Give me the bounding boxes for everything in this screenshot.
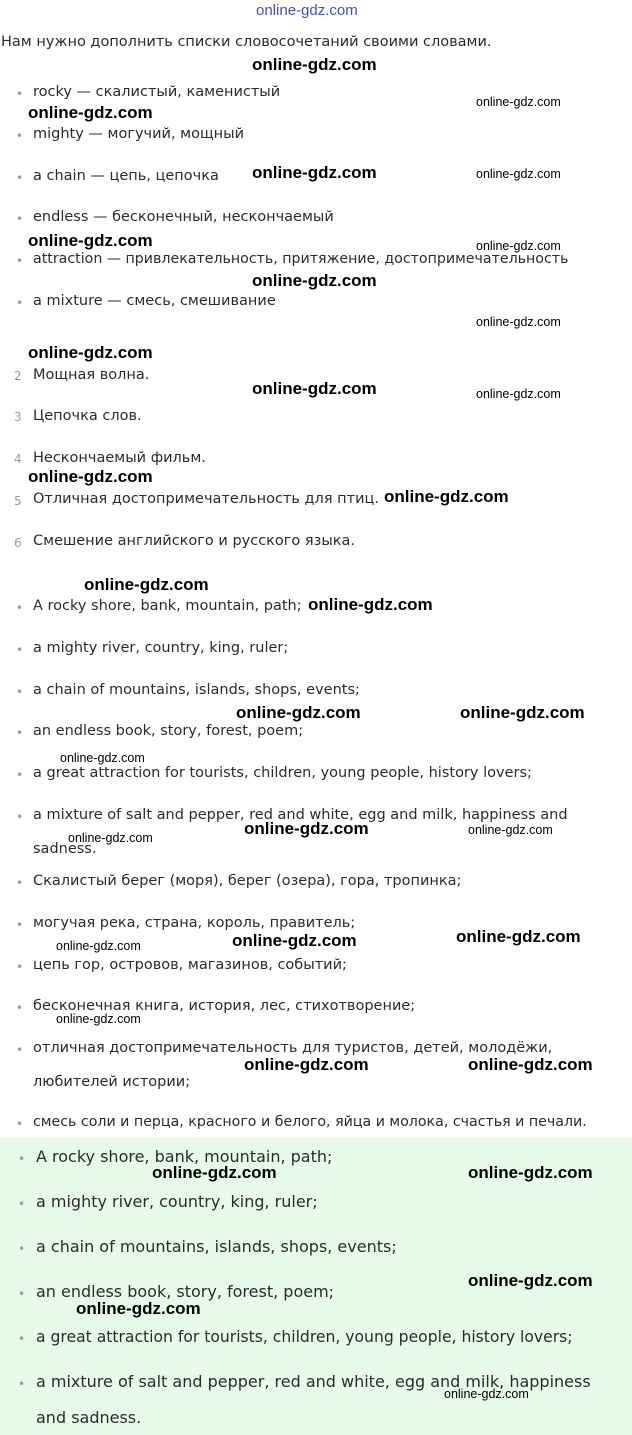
watermark: online-gdz.com — [252, 271, 377, 290]
list-item: a mixture of salt and pepper, red and white, egg and milk, happiness — [36, 1372, 591, 1391]
bullet: • — [16, 726, 24, 740]
list-item-continued: любителей истории; — [33, 1074, 191, 1090]
watermark: online-gdz.com — [28, 467, 153, 486]
item-number: 4 — [14, 452, 22, 466]
item-number: 5 — [14, 494, 22, 508]
list-item: Мощная волна. — [33, 367, 150, 383]
watermark: online-gdz.com — [84, 575, 209, 594]
watermark: online-gdz.com — [460, 703, 585, 722]
watermark: online-gdz.com — [236, 703, 361, 722]
watermark: online-gdz.com — [252, 163, 377, 182]
intro-text: Нам нужно дополнить списки словосочетаний своими словами. — [1, 34, 492, 50]
header-watermark: online-gdz.com — [256, 2, 358, 19]
watermark: online-gdz.com — [384, 487, 509, 506]
bullet: • — [16, 212, 24, 226]
list-item-continued: and sadness. — [36, 1408, 142, 1427]
bullet: • — [16, 1001, 24, 1015]
watermark: online-gdz.com — [252, 379, 377, 398]
bullet: • — [16, 129, 24, 143]
list-item: A rocky shore, bank, mountain, path; — [33, 598, 302, 614]
list-item: Цепочка слов. — [33, 408, 142, 424]
watermark: online-gdz.com — [152, 1163, 277, 1182]
bullet: • — [16, 876, 24, 890]
list-item: a mixture — смесь, смешивание — [33, 293, 276, 309]
bullet: • — [16, 685, 24, 699]
watermark: online-gdz.com — [476, 387, 561, 401]
watermark: online-gdz.com — [476, 239, 561, 253]
watermark: online-gdz.com — [56, 939, 141, 953]
watermark: online-gdz.com — [456, 927, 581, 946]
list-item: Скалистый берег (моря), берег (озера), гора, тропинка; — [33, 873, 462, 889]
bullet: • — [18, 1332, 26, 1346]
list-item: цепь гор, островов, магазинов, событий; — [33, 957, 347, 973]
list-item: a great attraction for tourists, children, young people, history lovers; — [33, 765, 532, 781]
list-item: endless — бесконечный, нескончаемый — [33, 209, 334, 225]
watermark: online-gdz.com — [252, 55, 377, 74]
watermark: online-gdz.com — [476, 95, 561, 109]
watermark: online-gdz.com — [468, 823, 553, 837]
list-item: Смешение английского и русского языка. — [33, 533, 356, 549]
list-item: могучая река, страна, король, правитель; — [33, 915, 356, 931]
bullet: • — [16, 768, 24, 782]
bullet: • — [18, 1242, 26, 1256]
bullet: • — [16, 296, 24, 310]
bullet: • — [16, 254, 24, 268]
list-item: an endless book, story, forest, poem; — [33, 723, 304, 739]
list-item: бесконечная книга, история, лес, стихотворение; — [33, 998, 416, 1014]
watermark: online-gdz.com — [28, 343, 153, 362]
watermark: online-gdz.com — [244, 1055, 369, 1074]
list-item: an endless book, story, forest, poem; — [36, 1282, 335, 1301]
watermark: online-gdz.com — [476, 315, 561, 329]
watermark: online-gdz.com — [444, 1387, 529, 1401]
bullet: • — [18, 1197, 26, 1211]
watermark: online-gdz.com — [76, 1299, 201, 1318]
bullet: • — [18, 1287, 26, 1301]
list-item: Отличная достопримечательность для птиц. — [33, 491, 379, 507]
watermark: online-gdz.com — [476, 167, 561, 181]
item-number: 6 — [14, 536, 22, 550]
bullet: • — [16, 810, 24, 824]
watermark: online-gdz.com — [308, 595, 433, 614]
bullet: • — [16, 643, 24, 657]
watermark: online-gdz.com — [28, 231, 153, 250]
list-item: a mixture of salt and pepper, red and white, egg and milk, happiness and — [33, 807, 568, 823]
list-item: смесь соли и перца, красного и белого, яйца и молока, счастья и печали. — [33, 1114, 587, 1130]
list-item: a chain of mountains, islands, shops, events; — [33, 682, 360, 698]
item-number: 3 — [14, 410, 22, 424]
watermark: online-gdz.com — [68, 831, 153, 845]
list-item: mighty — могучий, мощный — [33, 126, 244, 142]
bullet: • — [16, 171, 24, 185]
list-item: Нескончаемый фильм. — [33, 450, 206, 466]
watermark: online-gdz.com — [232, 931, 357, 950]
bullet: • — [16, 87, 24, 101]
list-item: отличная достопримечательность для туристов, детей, молодёжи, — [33, 1040, 553, 1056]
list-item: a mighty river, country, king, ruler; — [36, 1192, 318, 1211]
list-item-continued: sadness. — [33, 841, 97, 857]
watermark: online-gdz.com — [56, 1012, 141, 1026]
watermark: online-gdz.com — [468, 1163, 593, 1182]
bullet: • — [16, 1043, 24, 1057]
watermark: online-gdz.com — [60, 751, 145, 765]
bullet: • — [18, 1152, 26, 1166]
watermark: online-gdz.com — [468, 1055, 593, 1074]
watermark: online-gdz.com — [28, 103, 153, 122]
watermark: online-gdz.com — [468, 1271, 593, 1290]
list-item: a chain of mountains, islands, shops, events; — [36, 1237, 397, 1256]
bullet: • — [16, 601, 24, 615]
list-item: rocky — скалистый, каменистый — [33, 84, 281, 100]
list-item: a chain — цепь, цепочка — [33, 168, 219, 184]
bullet: • — [16, 918, 24, 932]
bullet: • — [16, 960, 24, 974]
list-item: A rocky shore, bank, mountain, path; — [36, 1147, 333, 1166]
watermark: online-gdz.com — [244, 819, 369, 838]
bullet: • — [18, 1377, 26, 1391]
list-item: attraction — привлекательность, притяжение, достопримечательность — [33, 251, 569, 267]
list-item: a mighty river, country, king, ruler; — [33, 640, 289, 656]
item-number: 2 — [14, 369, 22, 383]
bullet: • — [16, 1117, 24, 1131]
list-item: a great attraction for tourists, children, young people, history lovers; — [36, 1328, 573, 1346]
